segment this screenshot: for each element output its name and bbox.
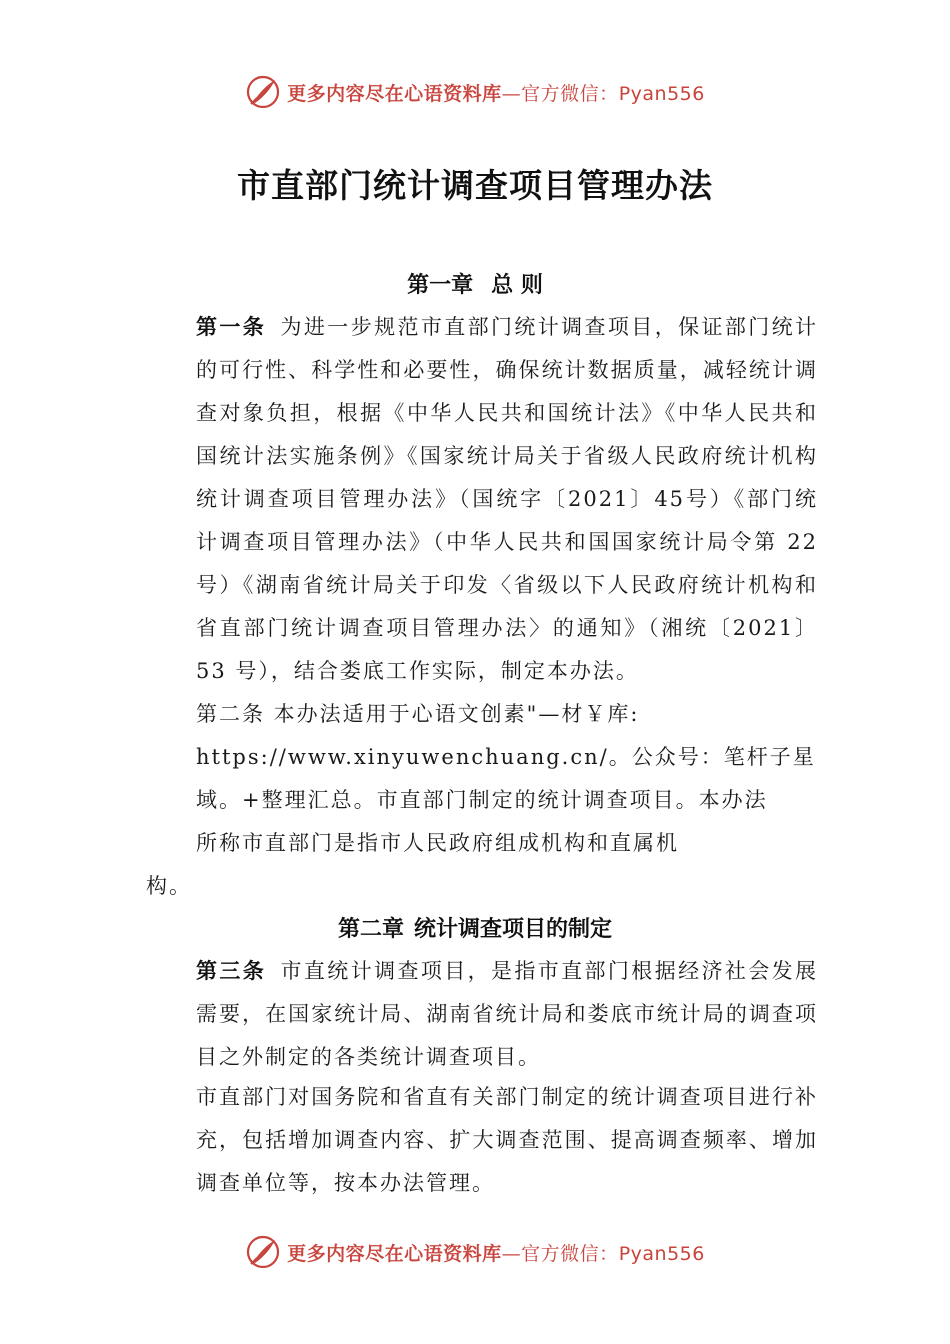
chapter-1-heading: 第一章 总 则 — [407, 273, 543, 298]
quill-pen-logo-icon — [245, 74, 281, 110]
article-2-line: 所称市直部门是指市人民政府组成机构和直属机 — [196, 831, 679, 855]
article-1-text: 为进一步规范市直部门统计调查项目，保证部门统计的可行性、科学性和必要性，确保统计数据质量，减轻统计调查对象负担，根据《中华人民共和国统计法》《中华人民共和国统计法实施条例》《国家统计局关于省级人民政府统计机构统计调查项目管理办法》（国统字〔2021〕45号）《部门统计调查项目管理办法》（中华人民共和国国家统计局令第 22 号）《湖南省统计局关于印发〈省级以下人民政府统计机构和省直部门统计调查项目管理办法〉的通知》（湘统〔2021〕53 号），结合娄底工作实际，制定本办法。 — [196, 315, 819, 683]
document-title: 市直部门统计调查项目管理办法 — [237, 166, 713, 205]
article-2-line: 域。+整理汇总。市直部门制定的统计调查项目。本办法 — [196, 788, 768, 812]
article-2-line: https://www.xinyuwenchuang.cn/。公众号：笔杆子星 — [196, 745, 816, 769]
article-1-label: 第一条 — [196, 315, 267, 339]
header-banner — [0, 72, 950, 112]
article-3-text: 市直统计调查项目，是指市直部门根据经济社会发展需要，在国家统计局、湖南省统计局和娄底市统计局的调查项目之外制定的各类统计调查项目。 — [196, 959, 819, 1069]
article-2 — [146, 693, 818, 908]
article-3-paragraph-2 — [146, 1076, 818, 1205]
banner-text: 更多内容尽在心语资料库—官方微信：Pyan556 — [287, 1242, 705, 1265]
article-1 — [146, 306, 818, 693]
article-3 — [146, 950, 818, 1079]
footer-banner — [0, 1232, 950, 1272]
article-2-line: 第二条 本办法适用于心语文创素"—材￥库: — [196, 702, 640, 726]
paragraph-text: 市直部门对国务院和省直有关部门制定的统计调查项目进行补充，包括增加调查内容、扩大调查范围、提高调查频率、增加调查单位等，按本办法管理。 — [196, 1085, 818, 1195]
article-2-line: 构。 — [146, 874, 192, 898]
banner-text: 更多内容尽在心语资料库—官方微信：Pyan556 — [287, 82, 705, 105]
quill-pen-logo-icon — [245, 1234, 281, 1270]
article-3-label: 第三条 — [196, 959, 267, 983]
chapter-2-heading: 第二章 统计调查项目的制定 — [337, 917, 613, 942]
